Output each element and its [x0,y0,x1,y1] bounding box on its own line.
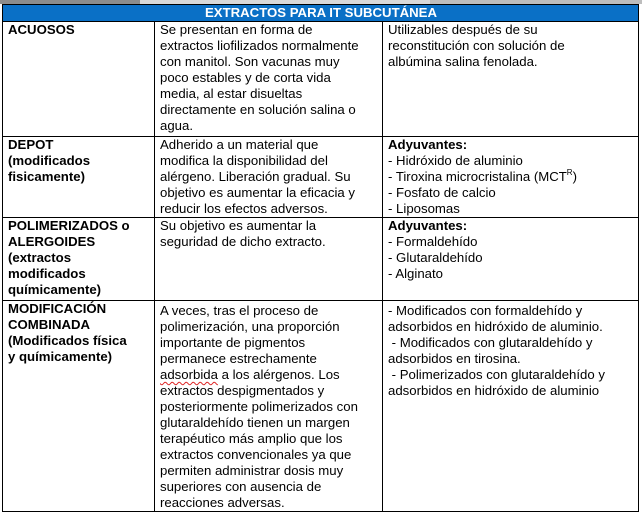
adjuvant-item: - Hidróxido de aluminio [388,153,523,168]
notes-line: reconstitución con solución de [388,38,565,53]
description-line [160,367,378,383]
description-line: poco estables y de corta vida [160,70,331,85]
description-cell [155,22,383,137]
row-name-line: fisicamente) [8,169,85,184]
description-line: media, al estar disueltas [160,86,303,101]
row-name-line: (modificados [8,153,91,168]
table-row [3,22,639,137]
table-row [3,301,639,512]
notes-cell [383,22,639,137]
row-name-line: modificados [8,266,86,281]
description-line: con manitol. Son vacunas muy [160,54,340,69]
adjuvant-item [388,169,634,185]
description-line: Adherido a un material que [160,137,319,152]
table-row [3,218,639,301]
row-name-line: (Modificados física [8,333,127,348]
closing-paren: ) [572,169,577,184]
description-line: Se presentan en forma de [160,22,313,37]
description-line: extractos despigmentados y [160,383,325,398]
row-name-line: POLIMERIZADOS o [8,218,130,233]
description-line: reducir los efectos adversos. [160,201,328,216]
adjuvant-item-text: - Tiroxina microcristalina (MCT [388,169,567,184]
adjuvant-item: - Glutaraldehído [388,250,483,265]
row-name-cell [3,22,155,137]
description-line: posteriormente polimerizados con [160,399,358,414]
row-name-line: químicamente) [8,282,102,297]
description-line: polimerización, una proporción [160,319,340,334]
description-line: permanece estrechamente [160,351,317,366]
row-name-line: y químicamente) [8,349,113,364]
spellcheck-flagged-word[interactable]: adsorbida [160,367,218,382]
notes-cell [383,137,639,218]
adjuvant-item: - Alginato [388,266,443,281]
row-name-line: (extractos [8,250,72,265]
notes-line: adsorbidos en tirosina. [388,351,521,366]
description-line: agua. [160,118,194,133]
row-name-cell [3,218,155,301]
description-cell [155,137,383,218]
notes-line: albúmina salina fenolada. [388,54,538,69]
description-line: A veces, tras el proceso de [160,303,319,318]
notes-line: - Modificados con formaldehído y [388,303,583,318]
notes-cell [383,301,639,512]
extracts-table [2,4,639,512]
adjuvants-heading: Adyuvantes: [388,137,468,152]
description-line: extractos liofilizados normalmente [160,38,359,53]
description-line: importante de pigmentos [160,335,306,350]
table-header-row [3,5,639,22]
registered-superscript: R [566,168,573,177]
adjuvant-item: - Formaldehído [388,234,478,249]
description-line: reacciones adversas. [160,495,285,510]
adjuvant-item: - Fosfato de calcio [388,185,496,200]
description-line: seguridad de dicho extracto. [160,234,326,249]
description-line: objetivo es aumentar la eficacia y [160,185,355,200]
notes-line: - Polimerizados con glutaraldehído y [388,367,605,382]
description-line: alérgeno. Liberación gradual. Su [160,169,351,184]
row-name-line: DEPOT [8,137,54,152]
description-line: extractos convencionales ya que [160,447,352,462]
row-name: ACUOSOS [8,22,75,37]
row-name-line: ALERGOIDES [8,234,96,249]
description-cell [155,301,383,512]
notes-line: adsorbidos en hidróxido de aluminio. [388,319,603,334]
description-cell [155,218,383,301]
row-name-line: COMBINADA [8,317,91,332]
description-line: modifica la disponibilidad del [160,153,328,168]
description-line: directamente en solución salina o [160,102,356,117]
description-line: glutaraldehído tienen un margen [160,415,350,430]
adjuvant-item: - Liposomas [388,201,460,216]
table-title: EXTRACTOS PARA IT SUBCUTÁNEA [3,5,639,22]
notes-line: Utilizables después de su [388,22,538,37]
row-name-cell [3,301,155,512]
description-line: Su objetivo es aumentar la [160,218,317,233]
notes-line: - Modificados con glutaraldehído y [388,335,593,350]
row-name-line: MODIFICACIÓN [8,301,107,316]
description-line: permiten administrar dosis muy [160,463,344,478]
notes-line: adsorbidos en hidróxido de aluminio [388,383,600,398]
row-name-cell [3,137,155,218]
notes-cell [383,218,639,301]
description-line: superiores con ausencia de [160,479,322,494]
table-row [3,137,639,218]
description-text: a los alérgenos. Los [217,367,340,382]
adjuvants-heading: Adyuvantes: [388,218,468,233]
description-line: terapéutico más amplio que los [160,431,343,446]
